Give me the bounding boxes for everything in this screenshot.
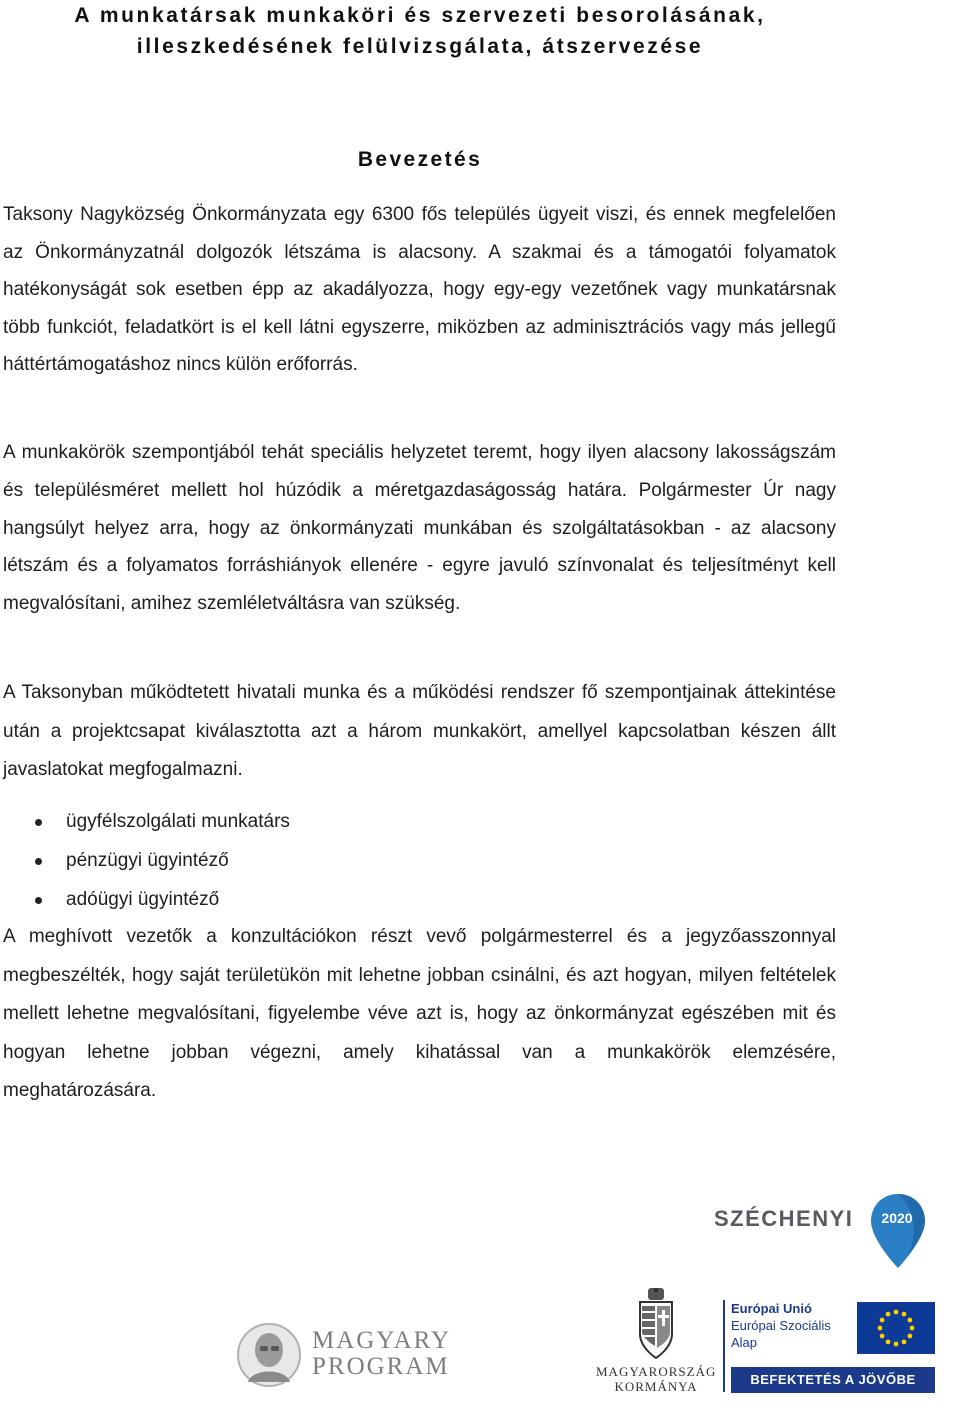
paragraph-job-roles: A munkakörök szempontjából tehát speciális helyzetet teremt, hogy ilyen alacsony lakosságszám és településméret mellett hol húzódik a méretgazdaságosság határa. Polgármester Úr nagy hangsúlyt helyez arra, hogy az önkormányzati munkában és szolgáltatásokban - az alacsony létszám és a folyamatos forráshiányok ellenére - egyre javuló színvonalat és teljesítményt kell megvalósítani, amihez szemléletváltásra van szükség. bbox=[3, 442, 836, 615]
map-pin-icon bbox=[869, 1192, 927, 1270]
szechenyi-logo-text: SZÉCHENYI bbox=[714, 1206, 854, 1231]
eu-logo-text bbox=[731, 1300, 831, 1351]
portrait-icon bbox=[236, 1322, 302, 1388]
eu-flag-icon bbox=[857, 1302, 935, 1354]
paragraph-consultation: A meghívott vezetők a konzultációkon részt vevő polgármesterrel és a jegyzőasszonnyal megbeszélték, hogy saját területükön mit lehetne jobban csinálni, és azt hogyan, milyen feltételek mellett lehetne megvalósítani, figyelembe véve azt is, hogy az önkormányzat egészében mit és hogyan lehetne jobban végezni, amely kihatással van a munkakörök elemzésére, meghatározására. bbox=[3, 926, 836, 1101]
szechenyi-2020-logo bbox=[712, 1192, 927, 1272]
magyary-logo-text bbox=[312, 1328, 451, 1380]
document-title-line-2: illeszkedésének felülvizsgálata, átszervezése bbox=[136, 35, 704, 58]
magyary-logo-line-2: PROGRAM bbox=[312, 1353, 450, 1380]
eu-logo-line-1: Európai Unió bbox=[731, 1301, 812, 1316]
government-logo-line-2: KORMÁNYA bbox=[614, 1379, 698, 1394]
bullet-icon bbox=[35, 819, 42, 826]
list-item-label: pénzügyi ügyintéző bbox=[66, 850, 229, 871]
bullet-icon bbox=[35, 858, 42, 865]
eu-social-fund-logo bbox=[723, 1300, 937, 1395]
job-role-list bbox=[0, 802, 290, 919]
paragraph-review: A Taksonyban működtetett hivatali munka és a működési rendszer fő szempontjainak áttekintése után a projektcsapat kiválasztotta azt a három munkakört, amellyel kapcsolatban készen állt javaslatokat megfogalmazni. bbox=[3, 682, 836, 780]
list-item bbox=[0, 880, 290, 919]
list-item bbox=[0, 841, 290, 880]
bullet-icon bbox=[35, 897, 42, 904]
eu-logo-divider bbox=[723, 1300, 725, 1392]
list-item-label: ügyfélszolgálati munkatárs bbox=[66, 811, 290, 832]
magyary-program-logo bbox=[236, 1322, 452, 1388]
document-title-line-1: A munkatársak munkaköri és szervezeti besorolásának, bbox=[74, 4, 766, 27]
coat-of-arms-icon bbox=[636, 1288, 676, 1362]
szechenyi-logo-year: 2020 bbox=[881, 1210, 913, 1226]
government-logo-text bbox=[596, 1364, 716, 1394]
government-logo-line-1: MAGYARORSZÁG bbox=[596, 1364, 717, 1379]
list-item-label: adóügyi ügyintéző bbox=[66, 889, 220, 910]
section-title: Bevezetés bbox=[357, 148, 483, 171]
magyary-logo-line-1: MAGYARY bbox=[312, 1327, 452, 1354]
paragraph-intro: Taksony Nagyközség Önkormányzata egy 6300 fős település ügyeit viszi, és ennek megfelelően az Önkormányzatnál dolgozók létszáma is alacsony. A szakmai és a támogatói folyamatok hatékonyságát sok esetben épp az akadályozza, hogy egy-egy vezetőnek vagy munkatársnak több funkciót, feladatkört is el kell látni egyszerre, miközben az adminisztrációs vagy más jellegű háttértámogatáshoz nincs külön erőforrás. bbox=[3, 204, 836, 376]
document-title bbox=[0, 0, 840, 62]
eu-logo-line-3: Alap bbox=[731, 1335, 758, 1350]
eu-logo-line-2: Európai Szociális bbox=[731, 1318, 831, 1333]
eu-logo-banner: BEFEKTETÉS A JÖVŐBE bbox=[731, 1367, 935, 1393]
list-item bbox=[0, 802, 290, 841]
hungarian-government-logo bbox=[596, 1288, 716, 1398]
